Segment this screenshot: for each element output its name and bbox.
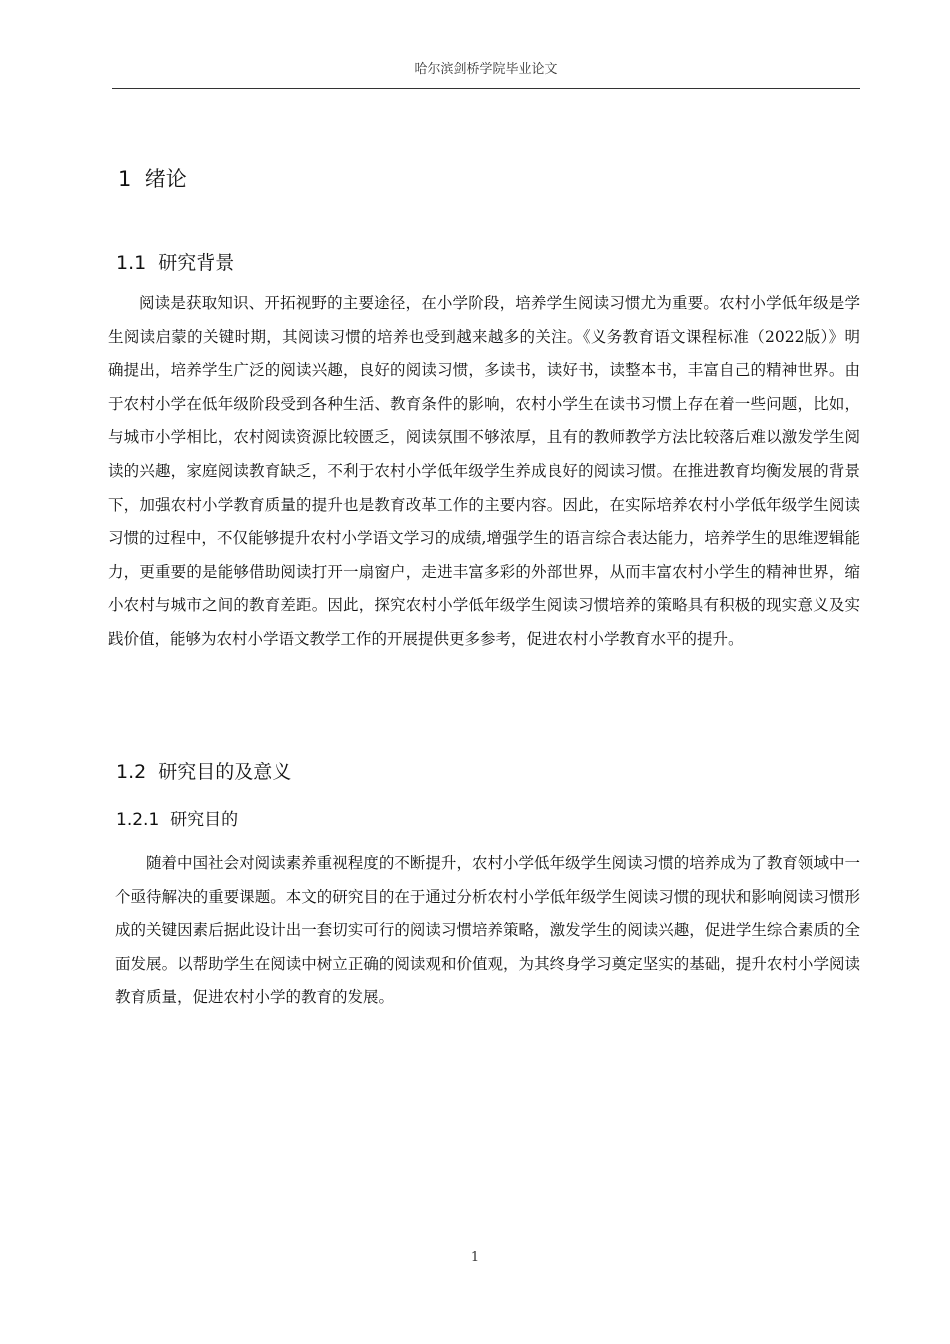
section-heading-research-background: 1.1 研究背景 xyxy=(116,252,235,274)
section-heading-purpose-and-significance: 1.2 研究目的及意义 xyxy=(116,761,292,783)
paragraph-research-purpose: 随着中国社会对阅读素养重视程度的不断提升，农村小学低年级学生阅读习惯的培养成为了教育领域中一个亟待解决的重要课题。本文的研究目的在于通过分析农村小学低年级学生阅读习惯的现状和影响阅读习惯形成的关键因素后据此设计出一套切实可行的阅读习惯培养策略，激发学生的阅读兴趣，促进学生综合素质的全面发展。以帮助学生在阅读中树立正确的阅读观和价值观，为其终身学习奠定坚实的基础，提升农村小学阅读教育质量，促进农村小学的教育的发展。 xyxy=(115,854,860,1007)
paragraph-research-background: 阅读是获取知识、开拓视野的主要途径，在小学阶段，培养学生阅读习惯尤为重要。农村小学低年级是学生阅读启蒙的关键时期，其阅读习惯的培养也受到越来越多的关注。《义务教育语文课程标准（2022版）》明确提出，培养学生广泛的阅读兴趣，良好的阅读习惯，多读书，读好书，读整本书，丰富自己的精神世界。由于农村小学在低年级阶段受到各种生活、教育条件的影响，农村小学生在读书习惯上存在着一些问题，比如，与城市小学相比，农村阅读资源比较匮乏，阅读氛围不够浓厚，且有的教师教学方法比较落后难以激发学生阅读的兴趣，家庭阅读教育缺乏，不利于农村小学低年级学生养成良好的阅读习惯。在推进教育均衡发展的背景下，加强农村小学教育质量的提升也是教育改革工作的主要内容。因此，在实际培养农村小学低年级学生阅读习惯的过程中，不仅能够提升农村小学语文学习的成绩,增强学生的语言综合表达能力，培养学生的思维逻辑能力，更重要的是能够借助阅读打开一扇窗户，走进丰富多彩的外部世界，从而丰富农村小学生的精神世界，缩小农村与城市之间的教育差距。因此，探究农村小学低年级学生阅读习惯培养的策略具有积极的现实意义及实践价值，能够为农村小学语文教学工作的开展提供更多参考，促进农村小学教育水平的提升。 xyxy=(108,294,860,648)
chapter-heading: 1 绪论 xyxy=(118,167,187,191)
page-number: 1 xyxy=(470,1250,480,1265)
header-divider xyxy=(112,88,860,89)
subsection-heading-research-purpose: 1.2.1 研究目的 xyxy=(116,810,239,830)
page-header: 哈尔滨剑桥学院毕业论文 xyxy=(414,62,558,77)
